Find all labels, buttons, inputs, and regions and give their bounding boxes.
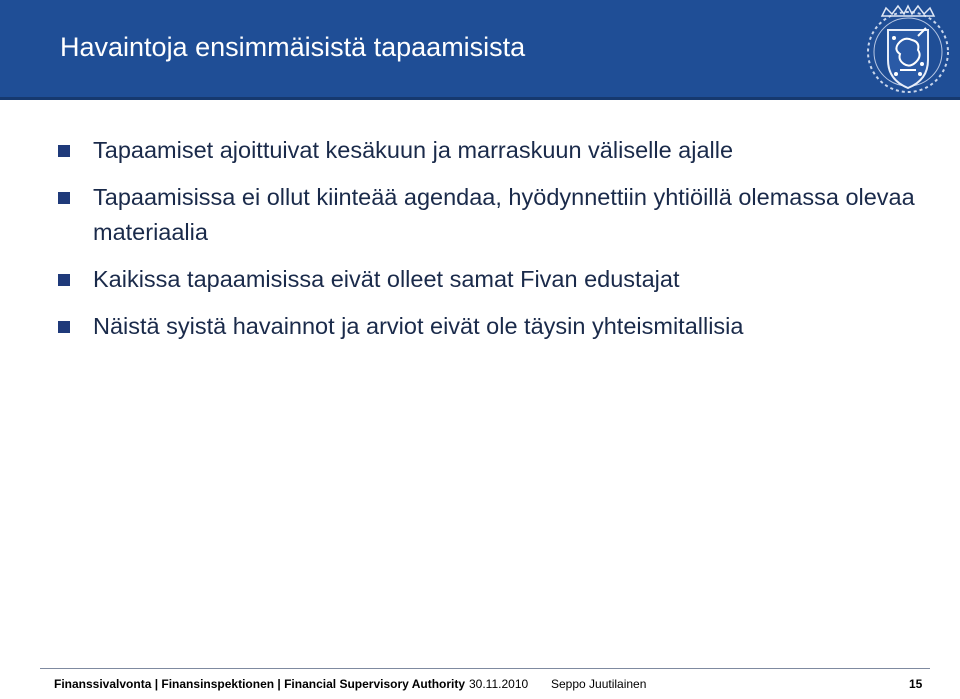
square-bullet-icon [58, 145, 70, 157]
bullet-list [58, 133, 938, 356]
slide-footer [0, 668, 960, 699]
square-bullet-icon [58, 192, 70, 204]
page-number: 15 [909, 677, 923, 691]
bullet-item [58, 133, 938, 168]
finnish-lion-coat-of-arms-icon [860, 2, 956, 98]
square-bullet-icon [58, 321, 70, 333]
bullet-text: Tapaamiset ajoittuivat kesäkuun ja marraskuun väliselle ajalle [93, 137, 734, 163]
footer-organization: Finanssivalvonta | Finansinspektionen | Financial Supervisory Authority [54, 677, 466, 691]
footer-author: Seppo Juutilainen [551, 677, 647, 691]
bullet-item [58, 309, 938, 344]
bullet-text: Tapaamisissa ei ollut kiinteää agendaa, hyödynnettiin yhtiöillä olemassa olevaa materiaalia [93, 184, 915, 245]
bullet-item [58, 262, 938, 297]
header-bottom-rule [0, 97, 960, 100]
bullet-text: Näistä syistä havainnot ja arviot eivät ole täysin yhteismitallisia [93, 313, 744, 339]
slide-header [0, 0, 960, 100]
footer-date: 30.11.2010 [469, 677, 529, 691]
bullet-item [58, 180, 938, 250]
footer-divider [40, 668, 930, 669]
square-bullet-icon [58, 274, 70, 286]
bullet-text: Kaikissa tapaamisissa eivät olleet samat Fivan edustajat [93, 266, 680, 292]
slide-title: Havaintoja ensimmäisistä tapaamisista [60, 32, 526, 62]
